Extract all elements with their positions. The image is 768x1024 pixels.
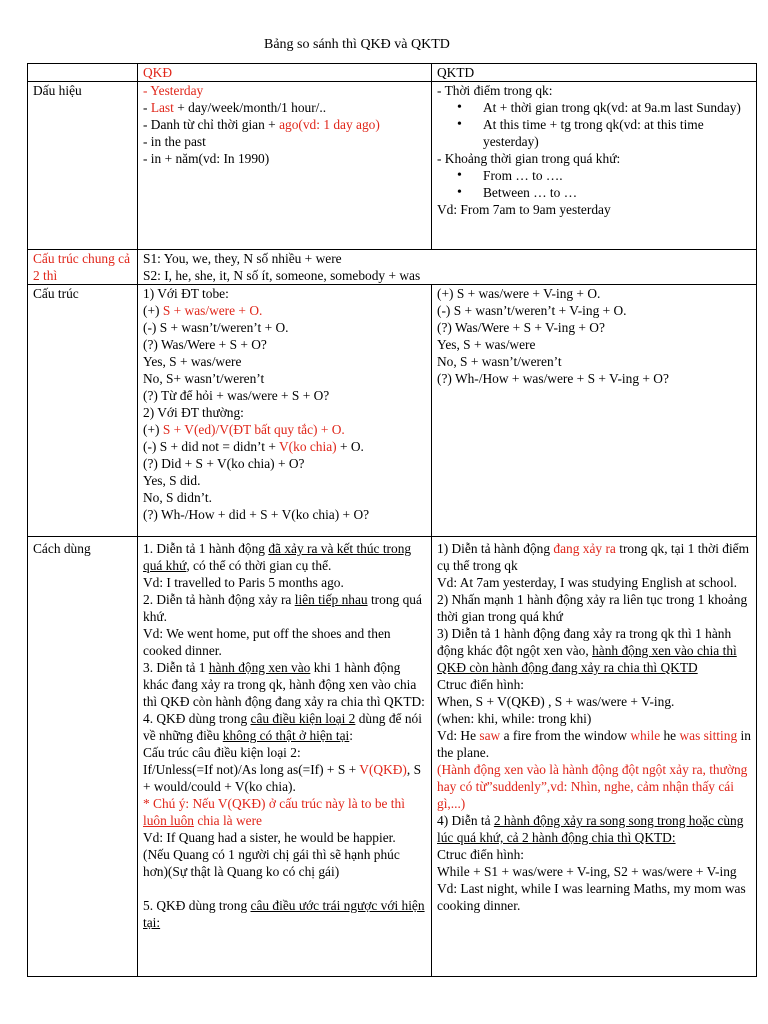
subject-cell bbox=[138, 250, 757, 285]
usage-qkd-p2-example: Vd: We went home, put off the shoes and then cooked dinner. bbox=[143, 626, 391, 658]
structure-line: (-) S + did not = didn’t + V(ko chia) + O. bbox=[143, 439, 364, 454]
header-cell-qkd: QKĐ bbox=[138, 64, 432, 82]
structure-line: No, S + wasn’t/weren’t bbox=[437, 354, 562, 369]
signs-qktd-heading: - Thời điểm trong qk: bbox=[437, 83, 553, 98]
usage-qkd-p4-translation: (Nếu Quang có 1 người chị gái thì sẽ hạnh phúc hơn)(Sự thật là Quang ko có chị gái) bbox=[143, 847, 400, 879]
structure-qktd-cell bbox=[432, 285, 757, 537]
usage-qktd-p1: 1) Diễn tả hành động đang xảy ra trong qk, tại 1 thời điểm cụ thể trong qk bbox=[437, 541, 750, 573]
subject-line-s1: S1: You, we, they, N số nhiều + were bbox=[143, 251, 342, 266]
table-header-row bbox=[28, 64, 757, 82]
signs-qktd-example: Vd: From 7am to 9am yesterday bbox=[437, 202, 611, 217]
structure-line: Yes, S + was/were bbox=[437, 337, 536, 352]
signs-qktd-list bbox=[437, 99, 751, 150]
structure-line: Yes, S + was/were bbox=[143, 354, 242, 369]
signs-qkd-line: - Last + day/week/month/1 hour/.. bbox=[143, 100, 327, 115]
structure-line: (-) S + wasn’t/weren’t + O. bbox=[143, 320, 289, 335]
signs-qktd-heading: - Khoảng thời gian trong quá khứ: bbox=[437, 151, 621, 166]
signs-qkd-line: - in the past bbox=[143, 134, 206, 149]
subject-line-s2: S2: I, he, she, it, N số ít, someone, somebody + was bbox=[143, 268, 421, 283]
list-item: • At + thời gian trong qk(vd: at 9a.m last Sunday) bbox=[483, 99, 751, 116]
structure-line: (+) S + was/were + O. bbox=[143, 303, 263, 318]
list-item: • From … to …. bbox=[483, 167, 751, 184]
comparison-table bbox=[27, 63, 757, 977]
usage-qkd-p4-structure-title: Cấu trúc câu điều kiện loại 2: bbox=[143, 745, 301, 760]
structure-line: 2) Với ĐT thường: bbox=[143, 405, 244, 420]
usage-qkd-p2: 2. Diễn tả hành động xảy ra liên tiếp nhau trong quá khứ. bbox=[143, 592, 422, 624]
usage-qktd-p3-example: Vd: He saw a fire from the window while he was sitting in the plane. bbox=[437, 728, 751, 760]
usage-qktd-p3-structure-title: Ctruc điển hình: bbox=[437, 677, 525, 692]
structure-line: (?) Wh-/How + did + S + V(ko chia) + O? bbox=[143, 507, 370, 522]
structure-line: (?) Did + S + V(ko chia) + O? bbox=[143, 456, 305, 471]
row-label-usage: Cách dùng bbox=[28, 537, 138, 977]
signs-qkd-line: - Danh từ chỉ thời gian + ago(vd: 1 day ago) bbox=[143, 117, 380, 132]
usage-qktd-p3: 3) Diễn tả 1 hành động đang xảy ra trong qk thì 1 hành động khác đột ngột xen vào, hành động xen vào chia thì QKĐ còn hành động đang xảy ra chia thì QKTD bbox=[437, 626, 737, 675]
table-row-signs bbox=[28, 82, 757, 250]
structure-line: Yes, S did. bbox=[143, 473, 201, 488]
usage-qktd-p3-gloss: (when: khi, while: trong khi) bbox=[437, 711, 592, 726]
usage-qktd-p1-example: Vd: At 7am yesterday, I was studying English at school. bbox=[437, 575, 738, 590]
structure-line: No, S+ wasn’t/weren’t bbox=[143, 371, 265, 386]
usage-qktd-p3-note: (Hành động xen vào là hành động đột ngột xảy ra, thường hay có từ”suddenly”,vd: Nhìn, nghe, cảm nhận thấy cái gì,...) bbox=[437, 762, 748, 811]
usage-qktd-p3-structure: When, S + V(QKĐ) , S + was/were + V-ing. bbox=[437, 694, 675, 709]
usage-qktd-cell bbox=[432, 537, 757, 977]
page-title: Bảng so sánh thì QKĐ và QKTD bbox=[264, 37, 450, 52]
signs-qkd-line: - Yesterday bbox=[143, 83, 204, 98]
usage-qktd-p2: 2) Nhấn mạnh 1 hành động xảy ra liên tục trong 1 khoảng thời gian trong quá khứ bbox=[437, 592, 748, 624]
usage-qktd-p4-example: Vd: Last night, while I was learning Maths, my mom was cooking dinner. bbox=[437, 881, 746, 913]
header-cell-qktd: QKTD bbox=[432, 64, 757, 82]
structure-line: (?) Từ để hỏi + was/were + S + O? bbox=[143, 388, 330, 403]
usage-qktd-p4-structure: While + S1 + was/were + V-ing, S2 + was/were + V-ing bbox=[437, 864, 737, 879]
row-label-subject: Cấu trúc chung cả 2 thì bbox=[28, 250, 138, 285]
structure-line: (?) Was/Were + S + O? bbox=[143, 337, 267, 352]
usage-qkd-p1-example: Vd: I travelled to Paris 5 months ago. bbox=[143, 575, 344, 590]
usage-qkd-p4-example: Vd: If Quang had a sister, he would be happier. bbox=[143, 830, 396, 845]
usage-qktd-p4-structure-title: Ctruc điển hình: bbox=[437, 847, 525, 862]
usage-qkd-p4-structure: If/Unless(=If not)/As long as(=If) + S + V(QKĐ), S + would/could + V(ko chia). bbox=[143, 762, 422, 794]
usage-qkd-p5: 5. QKĐ dùng trong câu điều ước trái ngược với hiện tại: bbox=[143, 898, 425, 930]
signs-qktd-list bbox=[437, 167, 751, 201]
usage-qkd-cell bbox=[138, 537, 432, 977]
structure-qkd-cell bbox=[138, 285, 432, 537]
list-item: • At this time + tg trong qk(vd: at this time yesterday) bbox=[483, 116, 751, 150]
header-cell-empty bbox=[28, 64, 138, 82]
table-row-usage bbox=[28, 537, 757, 977]
table-row-structure bbox=[28, 285, 757, 537]
row-label-structure: Cấu trúc bbox=[28, 285, 138, 537]
signs-qkd-cell bbox=[138, 82, 432, 250]
table-row-subject bbox=[28, 250, 757, 285]
structure-line: (?) Wh-/How + was/were + S + V-ing + O? bbox=[437, 371, 669, 386]
list-item: • Between … to … bbox=[483, 184, 751, 201]
structure-line: (?) Was/Were + S + V-ing + O? bbox=[437, 320, 605, 335]
structure-line: (-) S + wasn’t/weren’t + V-ing + O. bbox=[437, 303, 627, 318]
row-label-signs: Dấu hiệu bbox=[28, 82, 138, 250]
usage-qkd-p3: 3. Diễn tả 1 hành động xen vào khi 1 hành động khác đang xảy ra trong qk, hành động xen vào chia thì QKĐ còn hành động đang xảy ra chia thì QKTD: bbox=[143, 660, 425, 709]
structure-line: No, S didn’t. bbox=[143, 490, 212, 505]
structure-line: 1) Với ĐT tobe: bbox=[143, 286, 229, 301]
usage-qkd-p1: 1. Diễn tả 1 hành động đã xảy ra và kết thúc trong quá khứ, có thể có thời gian cụ thể. bbox=[143, 541, 412, 573]
structure-line: (+) S + was/were + V-ing + O. bbox=[437, 286, 601, 301]
signs-qktd-cell bbox=[432, 82, 757, 250]
usage-qkd-p4: 4. QKĐ dùng trong câu điều kiện loại 2 dùng để nói về những điều không có thật ở hiện tại: bbox=[143, 711, 422, 743]
structure-line: (+) S + V(ed)/V(ĐT bất quy tắc) + O. bbox=[143, 422, 345, 437]
signs-qkd-line: - in + năm(vd: In 1990) bbox=[143, 151, 270, 166]
usage-qktd-p4: 4) Diễn tả 2 hành động xảy ra song song trong hoặc cùng lúc quá khứ, cả 2 hành động chia thì QKTD: bbox=[437, 813, 744, 845]
usage-qkd-p4-note: * Chú ý: Nếu V(QKĐ) ở cấu trúc này là to be thì luôn luôn chia là were bbox=[143, 796, 405, 828]
